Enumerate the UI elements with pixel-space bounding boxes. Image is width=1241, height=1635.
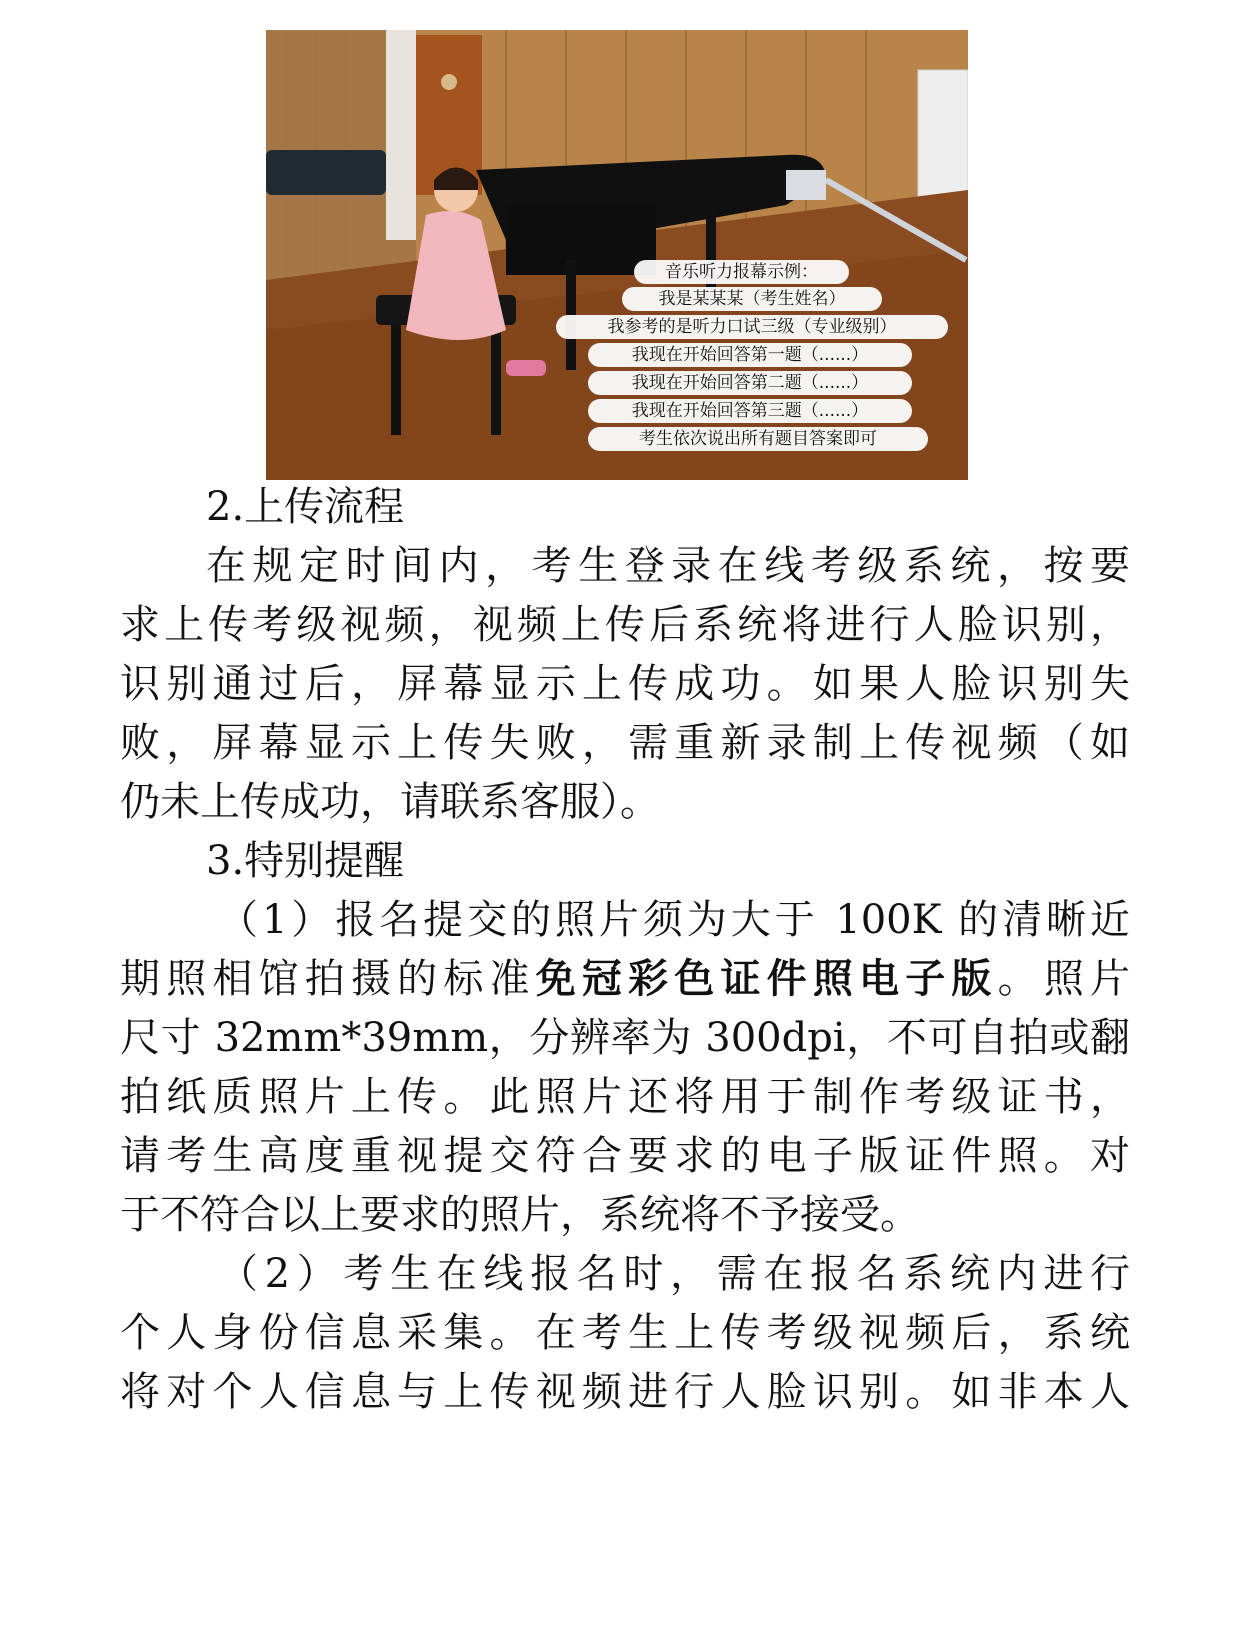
section-heading: 2.上传流程 [206, 484, 405, 530]
paragraph-line: 请考生高度重视提交符合要求的电子版证件照。对 [120, 1133, 1130, 1179]
paragraph-line: 在规定时间内，考生登录在线考级系统，按要 [206, 543, 1130, 589]
section-special-reminder [120, 832, 1130, 1422]
paragraph-line: 识别通过后，屏幕显示上传成功。如果人脸识别失 [120, 661, 1130, 707]
caption-line: 我现在开始回答第三题（......） [588, 399, 912, 423]
caption-line: 我现在开始回答第二题（......） [588, 371, 912, 395]
emphasis-text: 免冠彩色证件照电子版 [535, 956, 998, 1002]
paragraph-line: 拍纸质照片上传。此照片还将用于制作考级证书， [120, 1074, 1130, 1120]
caption-line: 考生依次说出所有题目答案即可 [588, 427, 928, 451]
paragraph-line: 于不符合以上要求的照片，系统将不予接受。 [120, 1192, 920, 1238]
caption-title: 音乐听力报幕示例： [634, 260, 849, 284]
paragraph-line: 仍未上传成功，请联系客服）。 [120, 779, 660, 825]
section-heading: 3.特别提醒 [206, 838, 405, 884]
paragraph-line: （2）考生在线报名时，需在报名系统内进行 [218, 1251, 1130, 1297]
caption-line: 我是某某某（考生姓名） [622, 287, 882, 311]
section-upload-process [120, 478, 1130, 832]
piano-exam-photo [266, 30, 968, 480]
paragraph-line: 求上传考级视频，视频上传后系统将进行人脸识别， [120, 602, 1130, 648]
paragraph-line: （1）报名提交的照片须为大于 100K 的清晰近 [218, 897, 1130, 943]
paragraph-line: 尺寸 32mm*39mm，分辨率为 300dpi，不可自拍或翻 [120, 1015, 1130, 1061]
paragraph-line-mixed [120, 950, 1130, 1009]
caption-list [266, 30, 968, 480]
paragraph-line: 个人身份信息采集。在考生上传考级视频后，系统 [120, 1310, 1130, 1356]
caption-line: 我参考的是听力口试三级（专业级别） [556, 315, 948, 339]
text-segment: 。照片 [997, 956, 1131, 1002]
caption-line: 我现在开始回答第一题（......） [588, 343, 912, 367]
paragraph-line: 将对个人信息与上传视频进行人脸识别。如非本人 [120, 1369, 1130, 1415]
text-segment: 期照相馆拍摄的标准 [120, 956, 536, 1002]
paragraph-line: 败，屏幕显示上传失败，需重新录制上传视频（如 [120, 720, 1130, 766]
